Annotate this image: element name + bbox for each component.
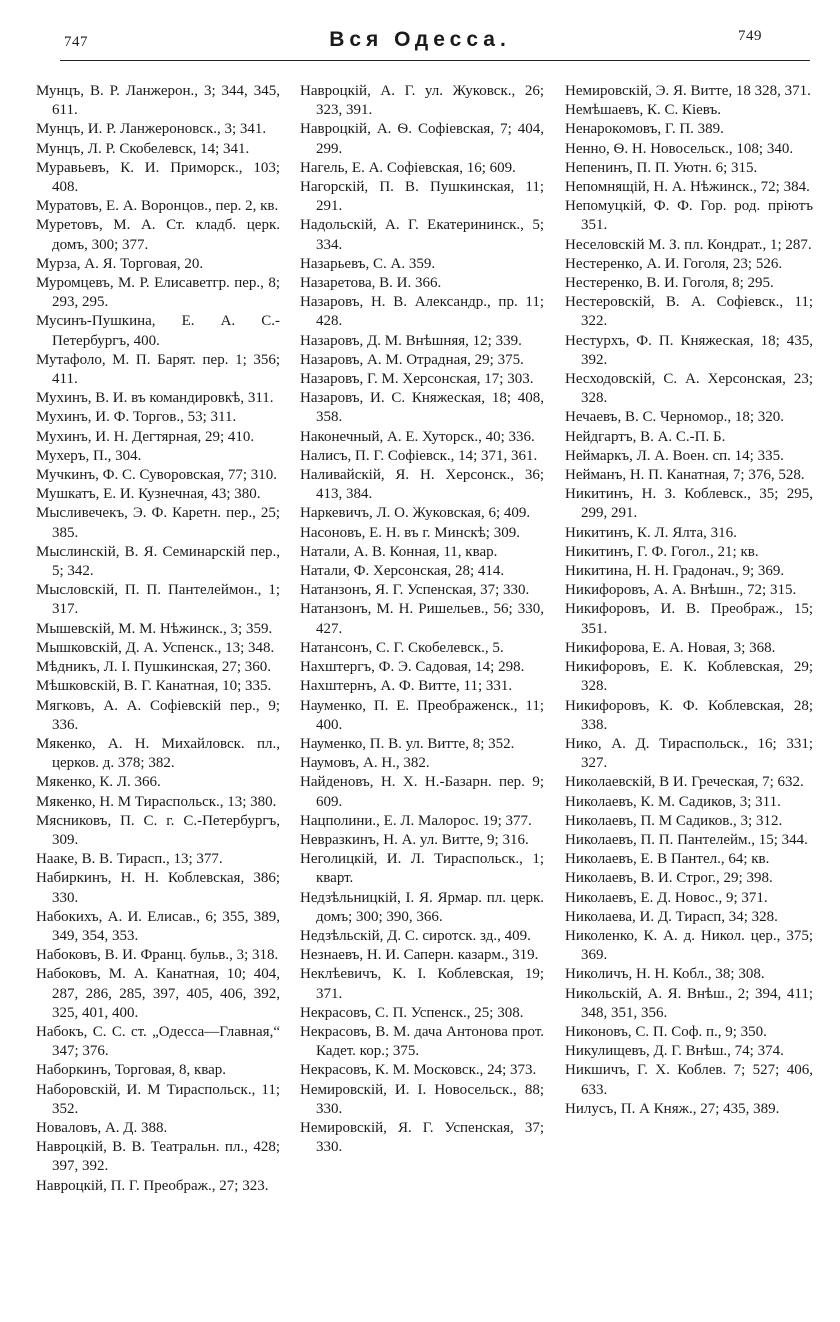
directory-entry: Мѣшковскій, В. Г. Канатная, 10; 335. — [36, 678, 272, 695]
directory-entry: Нацполини., Е. Л. Малорос. 19; 377. — [300, 812, 532, 829]
directory-entry: Наконечный, А. Е. Хуторск., 40; 336. — [300, 428, 535, 445]
directory-entry: Мыслинскій, В. Я. Семинарскій пер., 5; 342. — [36, 543, 280, 580]
directory-entry: Натанзонъ, Я. Г. Успенская, 37; 330. — [300, 582, 530, 599]
directory-entry: Некрасовъ, К. М. Московск., 24; 373. — [300, 1062, 537, 1079]
directory-entry: Никитина, Н. Н. Градонач., 9; 369. — [565, 563, 785, 580]
column-2 — [300, 82, 544, 1157]
directory-entry: Николаевъ, Е. В Пантел., 64; кв. — [565, 851, 770, 868]
directory-entry: Набоковъ, М. А. Канатная, 10; 404, 287, 286, 285, 397, 405, 406, 392, 325, 401, 400. — [36, 966, 280, 1021]
directory-entry: Несходовскій, С. А. Херсонская, 23; 328. — [565, 371, 813, 407]
directory-entry: Немировскій, Я. Г. Успенская, 37; 330. — [300, 1119, 544, 1156]
directory-entry: Никшичъ, Г. Х. Коблев. 7; 527; 406, 633. — [565, 1062, 813, 1098]
directory-entry: Назаровъ, И. С. Княжеская, 18; 408, 358. — [300, 390, 544, 426]
directory-entry: Назарьевъ, С. А. 359. — [300, 255, 436, 272]
directory-entry: Нико, А. Д. Тираспольск., 16; 331; 327. — [565, 735, 813, 772]
directory-entry: Николаева, И. Д. Тирасп, 34; 328. — [565, 908, 778, 925]
directory-entry: Науменко, П. В. ул. Витте, 8; 352. — [300, 735, 515, 752]
directory-entry: Неселовскій М. З. пл. Кондрат., 1; 287. — [565, 236, 812, 253]
directory-entry: Николаевскій, В И. Греческая, 7; 632. — [565, 774, 804, 791]
directory-entry: Неймаркъ, Л. А. Воен. сп. 14; 335. — [565, 447, 784, 464]
directory-entry: Нестеровскій, В. А. Софіевск., 11; 322. — [565, 294, 813, 330]
directory-entry: Нечаевъ, В. С. Черномор., 18; 320. — [565, 409, 785, 426]
directory-entry: Никитинъ, Н. З. Коблевск., 35; 295, 299, 291. — [565, 486, 813, 522]
directory-entry: Недзѣльскій, Д. С. сиротск. зд., 409. — [300, 927, 531, 944]
directory-entry: Непомнящій, Н. А. Нѣжинск., 72; 384. — [565, 179, 810, 196]
directory-entry: Нагель, Е. А. Софіевская, 16; 609. — [300, 159, 516, 176]
directory-entry: Набоковъ, В. И. Франц. бульв., 3; 318. — [36, 947, 279, 964]
directory-entry: Незнаевъ, Н. И. Саперн. казарм., 319. — [300, 947, 539, 964]
directory-entry: Нейманъ, Н. П. Канатная, 7; 376, 528. — [565, 467, 805, 484]
directory-entry: Немировскій, Э. Я. Витте, 18 328, 371. — [565, 83, 811, 99]
directory-entry: Ненно, Ѳ. Н. Новосельск., 108; 340. — [565, 140, 794, 157]
directory-entry: Набокъ, С. С. ст. „Одесса—Главная,“ 347; 376. — [36, 1023, 280, 1060]
page-number-left: 747 — [64, 34, 88, 50]
directory-entry: Надольскій, А. Г. Екатерининск., 5; 334. — [300, 217, 544, 253]
directory-entry: Мякенко, А. Н. Михайловск. пл., церков. д. 378; 382. — [36, 735, 280, 772]
directory-entry: Найденовъ, Н. Х. Н.-Базарн. пер. 9; 609. — [300, 774, 544, 810]
directory-entry: Нагорскій, П. В. Пушкинская, 11; 291. — [300, 179, 544, 215]
directory-entry: Никифоровъ, К. Ф. Коблевская, 28; 338. — [565, 697, 813, 733]
directory-entry: Мутафоло, М. П. Барят. пер. 1; 356; 411. — [36, 351, 280, 388]
directory-entry: Наборовскій, И. М Тираспольск., 11; 352. — [36, 1081, 280, 1117]
directory-entry: Мушкатъ, Е. И. Кузнечная, 43; 380. — [36, 486, 261, 503]
directory-entry: Наркевичъ, Л. О. Жуковская, 6; 409. — [300, 505, 531, 522]
directory-entry: Мясниковъ, П. С. г. С.-Петербургъ, 309. — [36, 812, 280, 848]
directory-entry: Нахштернъ, А. Ф. Витте, 11; 331. — [300, 678, 513, 695]
directory-entry: Мухинъ, И. Н. Дегтярная, 29; 410. — [36, 428, 255, 445]
directory-entry: Навроцкій, А. Ѳ. Софіевская, 7; 404, 299. — [300, 121, 544, 157]
directory-entry: Муратовъ, Е. А. Воронцов., пер. 2, кв. — [36, 198, 279, 215]
directory-entry: Неголицкій, И. Л. Тираспольск., 1; кварт. — [300, 851, 544, 887]
directory-entry: Неклѣевичъ, К. І. Коблевская, 19; 371. — [300, 966, 544, 1002]
directory-entry: Назаровъ, Н. В. Александр., пр. 11; 428. — [300, 294, 544, 330]
directory-entry: Наумовъ, А. Н., 382. — [300, 755, 430, 772]
directory-entry: Мягковъ, А. А. Софіевскій пер., 9; 336. — [36, 697, 280, 733]
directory-entry: Мышковскій, Д. А. Успенск., 13; 348. — [36, 639, 275, 656]
directory-entry: Мурза, А. Я. Торговая, 20. — [36, 255, 204, 272]
directory-entry: Муравьевъ, К. И. Приморск., 103; 408. — [36, 159, 280, 196]
directory-entry: Николичъ, Н. Н. Кобл., 38; 308. — [565, 966, 765, 983]
directory-entry: Мучкинъ, Ф. С. Суворовская, 77; 310. — [36, 467, 278, 484]
directory-entry: Назаровъ, Г. М. Херсонская, 17; 303. — [300, 371, 534, 388]
directory-entry: Некрасовъ, В. М. дача Антонова прот. Кадет. кор.; 375. — [300, 1023, 544, 1060]
directory-entry: Натали, Ф. Херсонская, 28; 414. — [300, 563, 505, 580]
directory-entry: Никифоровъ, И. В. Преображ., 15; 351. — [565, 601, 813, 637]
directory-entry: Нейдгартъ, В. А. С.-П. Б. — [565, 428, 726, 445]
directory-entry: Никоновъ, С. П. Соф. п., 9; 350. — [565, 1023, 767, 1040]
directory-entry: Непомуцкій, Ф. Ф. Гор. род. пріютъ 351. — [565, 198, 813, 234]
directory-entry: Назаровъ, Д. М. Внѣшняя, 12; 339. — [300, 332, 522, 349]
directory-entry: Мякенко, Н. М Тираспольск., 13; 380. — [36, 793, 277, 810]
directory-entry: Мусинъ-Пушкина, Е. А. С.-Петербургъ, 400. — [36, 313, 280, 349]
directory-entry: Мунцъ, Л. Р. Скобелевск, 14; 341. — [36, 140, 250, 157]
directory-entry: Никитинъ, Г. Ф. Гогол., 21; кв. — [565, 543, 759, 560]
directory-entry: Никифоровъ, Е. К. Коблевская, 29; 328. — [565, 659, 813, 695]
directory-entry: Насоновъ, Е. Н. въ г. Минскѣ; 309. — [300, 524, 520, 541]
directory-entry: Николаевъ, К. М. Садиков, 3; 311. — [565, 793, 781, 810]
directory-entry: Науменко, П. Е. Преображенск., 11; 400. — [300, 697, 544, 733]
page-title: Вся Одесса. — [329, 28, 511, 51]
column-1 — [36, 82, 280, 1196]
directory-entry: Недзѣльницкій, І. Я. Ярмар. пл. церк. домъ; 300; 390, 366. — [300, 889, 544, 925]
directory-entry: Нилусъ, П. А Княж., 27; 435, 389. — [565, 1100, 780, 1117]
directory-entry: Мысловскій, П. П. Пантелеймон., 1; 317. — [36, 582, 280, 618]
directory-entry: Навроцкій, А. Г. ул. Жуковск., 26; 323, 391. — [300, 83, 544, 119]
directory-entry: Никифоровъ, А. А. Внѣшн., 72; 315. — [565, 582, 797, 599]
directory-entry: Невразкинъ, Н. А. ул. Витте, 9; 316. — [300, 831, 529, 848]
directory-entry: Мякенко, К. Л. 366. — [36, 774, 161, 791]
directory-entry: Наакe, В. В. Тирасп., 13; 377. — [36, 851, 223, 868]
directory-entry: Николаевъ, П. П. Пантелейм., 15; 344. — [565, 831, 808, 848]
directory-entry: Муретовъ, М. А. Ст. кладб. церк. домъ, 300; 377. — [36, 217, 280, 253]
directory-entry: Наливайскій, Я. Н. Херсонск., 36; 413, 384. — [300, 467, 544, 503]
directory-entry: Назаретова, В. И. 366. — [300, 275, 442, 292]
directory-entry: Ненарокомовъ, Г. П. 389. — [565, 121, 724, 138]
directory-entry: Некрасовъ, С. П. Успенск., 25; 308. — [300, 1004, 524, 1021]
directory-entry: Мунцъ, И. Р. Ланжероновск., 3; 341. — [36, 121, 267, 138]
directory-entry: Натали, А. В. Конная, 11, квар. — [300, 543, 498, 560]
directory-entry: Навроцкій, П. Г. Преображ., 27; 323. — [36, 1177, 269, 1194]
directory-entry: Мѣдникъ, Л. І. Пушкинская, 27; 360. — [36, 659, 272, 676]
directory-entry: Непенинъ, П. П. Уютн. 6; 315. — [565, 159, 758, 176]
directory-entry: Нестеренко, А. И. Гоголя, 23; 526. — [565, 255, 783, 272]
header-rule — [60, 60, 810, 61]
directory-entry: Мухеръ, П., 304. — [36, 447, 142, 464]
directory-entry: Налисъ, П. Г. Софіевск., 14; 371, 361. — [300, 447, 538, 464]
directory-entry: Нестурхъ, Ф. П. Княжеская, 18; 435, 392. — [565, 332, 813, 368]
directory-entry: Мухинъ, В. И. въ командировкѣ, 311. — [36, 390, 274, 407]
directory-entry: Немѣшаевъ, К. С. Кіевъ. — [565, 102, 722, 119]
directory-entry: Нахштергъ, Ф. Э. Садовая, 14; 298. — [300, 659, 525, 676]
directory-entry: Мунцъ, В. Р. Ланжерон., 3; 344, 345, 611. — [36, 83, 280, 119]
directory-entry: Николенко, К. А. д. Никол. цер., 375; 369. — [565, 927, 813, 964]
directory-entry: Мышевскій, М. М. Нѣжинск., 3; 359. — [36, 620, 273, 637]
page-number-right: 749 — [738, 28, 762, 44]
directory-entry: Никифорова, Е. А. Новая, 3; 368. — [565, 639, 776, 656]
directory-entry: Муромцевъ, М. Р. Елисаветгр. пер., 8; 293, 295. — [36, 275, 280, 311]
directory-entry: Никулищевъ, Д. Г. Внѣш., 74; 374. — [565, 1043, 784, 1060]
directory-entry: Нестеренко, В. И. Гоголя, 8; 295. — [565, 275, 774, 292]
directory-entry: Николаевъ, В. И. Строг., 29; 398. — [565, 870, 773, 887]
directory-entry: Набиркинъ, Н. Н. Коблевская, 386; 330. — [36, 870, 280, 906]
directory-entry: Навроцкій, В. В. Театральн. пл., 428; 397, 392. — [36, 1139, 280, 1175]
directory-entry: Назаровъ, А. М. Отрадная, 29; 375. — [300, 351, 524, 368]
column-3 — [565, 82, 813, 1119]
directory-entry: Николаевъ, П. М Садиков., 3; 312. — [565, 812, 783, 829]
directory-entry: Немировскій, И. І. Новосельск., 88; 330. — [300, 1081, 544, 1117]
directory-entry: Никитинъ, К. Л. Ялта, 316. — [565, 524, 737, 541]
directory-entry: Мухинъ, И. Ф. Торгов., 53; 311. — [36, 409, 237, 426]
directory-entry: Мысливечекъ, Э. Ф. Каретн. пер., 25; 385. — [36, 505, 280, 541]
directory-entry: Натанзонъ, М. Н. Ришельев., 56; 330, 427. — [300, 601, 544, 637]
directory-entry: Новаловъ, А. Д. 388. — [36, 1119, 168, 1136]
directory-entry: Никольскій, А. Я. Внѣш., 2; 394, 411; 348, 351, 356. — [565, 985, 813, 1021]
directory-entry: Натансонъ, С. Г. Скобелевск., 5. — [300, 639, 504, 656]
page-header — [0, 22, 840, 62]
directory-entry: Набокихъ, А. И. Елисав., 6; 355, 389, 349, 354, 353. — [36, 908, 280, 944]
directory-entry: Николаевъ, Е. Д. Новос., 9; 371. — [565, 889, 768, 906]
directory-entry: Наборкинъ, Торговая, 8, квар. — [36, 1062, 227, 1079]
